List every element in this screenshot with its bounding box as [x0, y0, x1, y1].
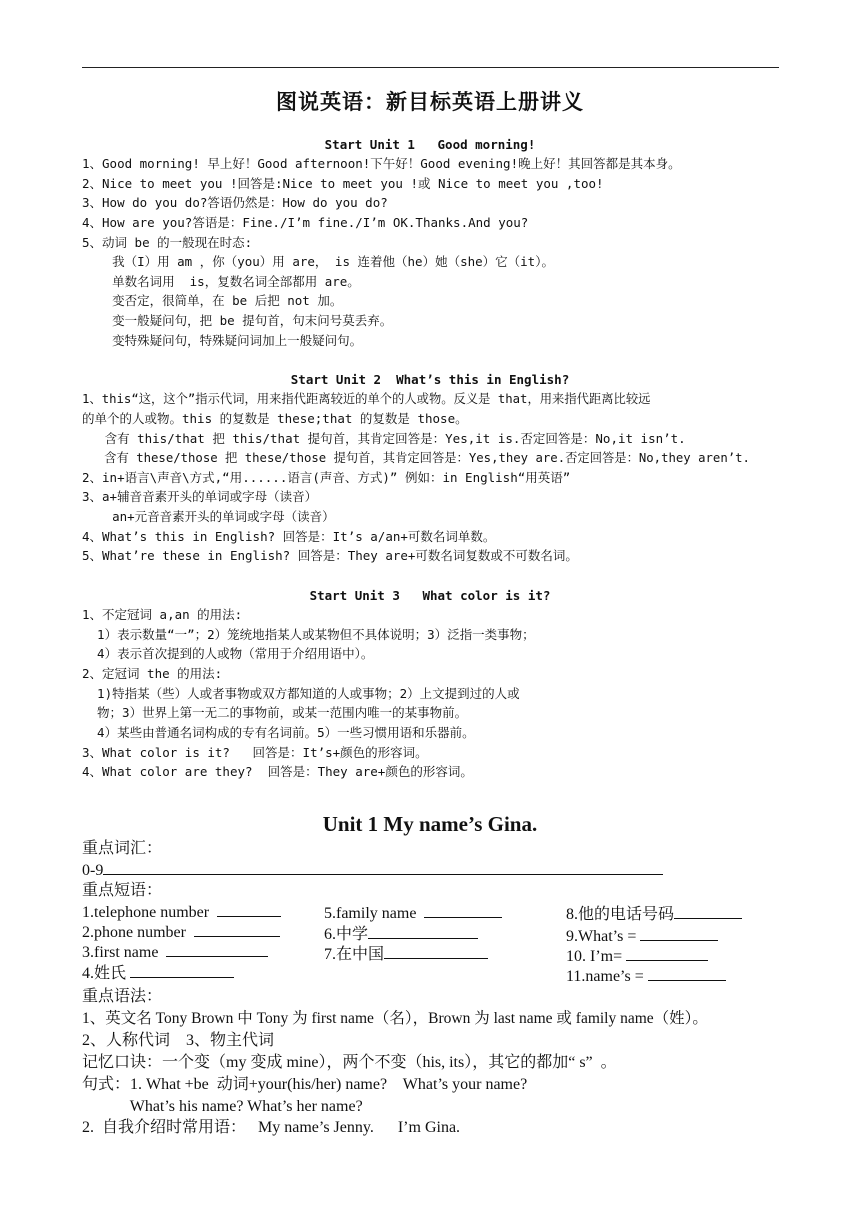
- phrase-blank: [384, 944, 488, 959]
- phrase-blank: [424, 903, 502, 918]
- phrase-label: 1.telephone number: [82, 904, 210, 921]
- text-line: 2、in+语言\声音\方式,“用......语言(声音、方式)” 例如：in English“用英语”: [82, 470, 571, 485]
- text-line: 4、How are you?答语是：Fine./I’m fine./I’m OK.Thanks.And you?: [82, 215, 529, 230]
- unit1-title: Unit 1 My name’s Gina.: [322, 812, 538, 836]
- text-line: 变一般疑问句，把 be 提句首，句末问号莫丢弃。: [82, 313, 393, 328]
- phrase-blank: [130, 963, 234, 978]
- phrase-label: 4.姓氏: [82, 965, 127, 982]
- vocab-heading: 重点词汇：: [82, 840, 163, 857]
- vocab-item: [82, 860, 663, 881]
- phrase-blank: [640, 926, 718, 941]
- phrase-item: [324, 924, 478, 945]
- phrase-label: 9.What’s =: [566, 928, 637, 945]
- grammar-heading: 重点语法：: [82, 988, 163, 1005]
- phrase-label: 7.在中国: [324, 946, 385, 963]
- phrase-item: [82, 963, 234, 984]
- text-line: 单数名词用 is，复数名词全部都用 are。: [82, 274, 360, 289]
- phrase-blank: [217, 902, 281, 917]
- text-line: 5、动词 be 的一般现在时态:: [82, 235, 253, 250]
- vocab-blank: [103, 860, 663, 875]
- text-line: 的单个的人或物。this 的复数是 these;that 的复数是 those。: [82, 411, 468, 426]
- phrase-item: [566, 926, 718, 947]
- text-line: 1、不定冠词 a,an 的用法:: [82, 607, 243, 622]
- phrase-item: [82, 942, 268, 963]
- phrase-label: 3.first name: [82, 944, 159, 961]
- section-heading-unit2: Start Unit 2 What’s this in English?: [290, 372, 570, 387]
- grammar-line: 句式：1. What +be 动词+your(his/her) name? What’s your name?: [82, 1076, 528, 1093]
- text-line: 3、What color is it? 回答是：It’s+颜色的形容词。: [82, 745, 428, 760]
- phrase-item: [82, 922, 280, 943]
- phrase-blank: [674, 904, 742, 919]
- phrase-item: [324, 903, 502, 924]
- text-line: 5、What’re these in English? 回答是：They are+可数名词复数或不可数名词。: [82, 548, 578, 563]
- phrase-blank: [626, 946, 708, 961]
- text-line: 4、What’s this in English? 回答是：It’s a/an+可数名词单数。: [82, 529, 496, 544]
- text-line: 1、Good morning! 早上好！Good afternoon!下午好！Good evening!晚上好！其回答都是其本身。: [82, 156, 681, 171]
- phrase-blank: [194, 922, 280, 937]
- text-line: 1）表示数量“一”；2）笼统地指某人或某物但不具体说明；3）泛指一类事物；: [82, 627, 535, 642]
- grammar-line: 2. 自我介绍时常用语： My name’s Jenny. I’m Gina.: [82, 1119, 461, 1136]
- document-title: 图说英语：新目标英语上册讲义: [276, 90, 584, 114]
- text-line: an+元音音素开头的单词或字母（读音）: [82, 509, 335, 524]
- phrase-item: [82, 902, 281, 923]
- top-rule: [82, 67, 779, 68]
- text-line: 我（I）用 am ，你（you）用 are， is 连着他（he）她（she）它（it）。: [82, 254, 554, 269]
- text-line: 物；3）世界上第一无二的事物前，或某一范围内唯一的某事物前。: [82, 705, 468, 720]
- text-line: 3、a+辅音音素开头的单词或字母（读音）: [82, 489, 318, 504]
- text-line: 含有 this/that 把 this/that 提句首，其肯定回答是：Yes,it is.否定回答是：No,it isn’t.: [82, 431, 686, 446]
- text-line: 变特殊疑问句，特殊疑问词加上一般疑问句。: [82, 333, 363, 348]
- phrase-label: 11.name’s =: [566, 968, 644, 985]
- grammar-line: 记忆口诀：一个变（my 变成 mine），两个不变（his, its），其它的都加“ s” 。: [82, 1054, 617, 1071]
- grammar-line: 1、英文名 Tony Brown 中 Tony 为 first name（名），Brown 为 last name 或 family name（姓）。: [82, 1010, 708, 1027]
- section-heading-unit1: Start Unit 1 Good morning!: [324, 137, 536, 152]
- section-heading-unit3: Start Unit 3 What color is it?: [309, 588, 551, 603]
- phrase-label: 5.family name: [324, 905, 417, 922]
- phrase-item: [324, 944, 488, 965]
- phrase-label: 10. I’m=: [566, 948, 623, 965]
- phrase-blank: [368, 924, 478, 939]
- grammar-line: What’s his name? What’s her name?: [82, 1098, 363, 1115]
- grammar-line: 2、人称代词 3、物主代词: [82, 1032, 275, 1049]
- phrase-label: 2.phone number: [82, 924, 186, 941]
- phrase-label: 6.中学: [324, 926, 369, 943]
- text-line: 1、this“这，这个”指示代词，用来指代距离较近的单个的人或物。反义是 that，用来指代距离比较远: [82, 392, 651, 406]
- phrase-blank: [648, 966, 726, 981]
- phrase-item: [566, 966, 726, 987]
- text-line: 3、How do you do?答语仍然是：How do you do?: [82, 195, 388, 210]
- text-line: 1)特指某（些）人或者事物或双方都知道的人或事物；2）上文提到过的人或: [82, 686, 520, 701]
- phrase-label: 8.他的电话号码: [566, 906, 675, 923]
- phrase-item: [566, 904, 742, 925]
- phrase-blank: [166, 942, 268, 957]
- text-line: 4、What color are they? 回答是：They are+颜色的形容词。: [82, 764, 473, 779]
- text-line: 含有 these/those 把 these/those 提句首，其肯定回答是：Yes,they are.否定回答是：No,they aren’t.: [82, 451, 750, 465]
- text-line: 4）表示首次提到的人或物（常用于介绍用语中）。: [82, 646, 374, 661]
- text-line: 4）某些由普通名词构成的专有名词前。5）一些习惯用语和乐器前。: [82, 725, 475, 740]
- phrase-item: [566, 946, 708, 967]
- text-line: 2、定冠词 the 的用法:: [82, 666, 223, 681]
- vocab-item-label: 0-9: [82, 862, 104, 879]
- phrases-heading: 重点短语：: [82, 882, 163, 899]
- text-line: 变否定，很简单，在 be 后把 not 加。: [82, 293, 343, 308]
- text-line: 2、Nice to meet you !回答是:Nice to meet you !或 Nice to meet you ,too!: [82, 176, 604, 191]
